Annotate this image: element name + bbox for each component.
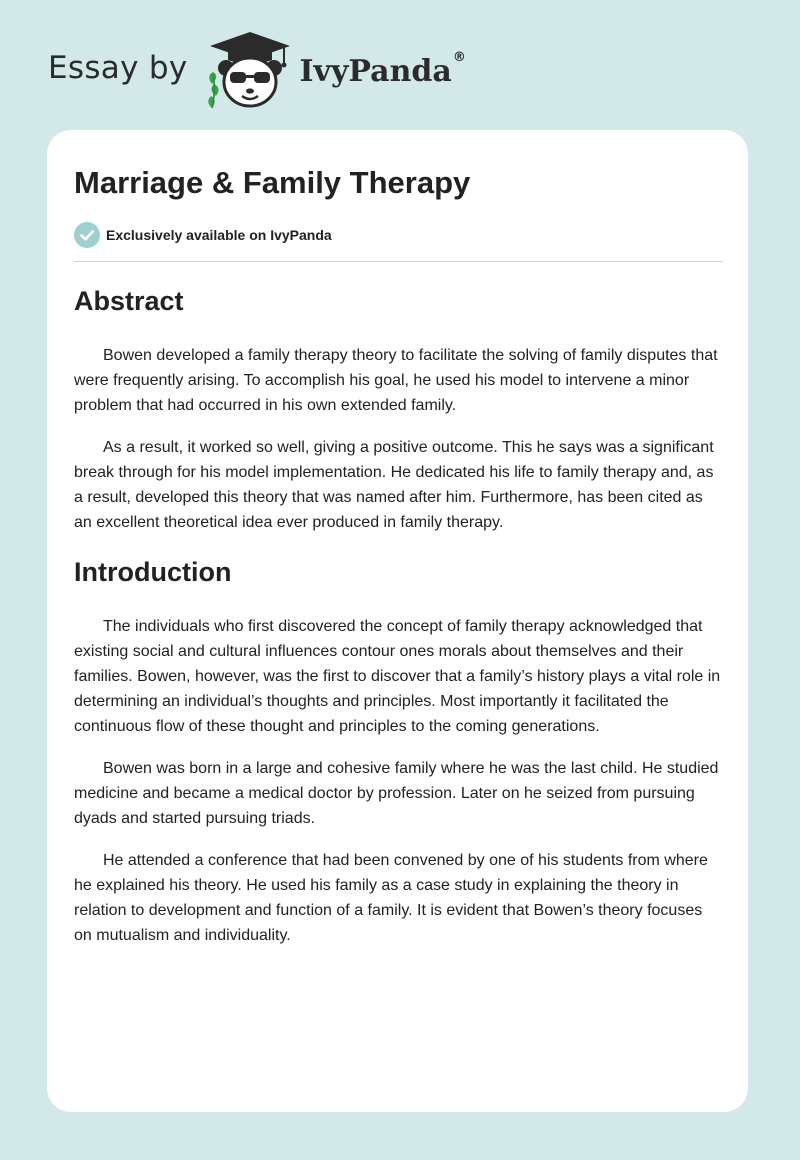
- brand-name: IvyPanda®: [299, 49, 466, 89]
- essay-by-label: Essay by: [48, 50, 188, 86]
- section-heading-abstract: Abstract: [74, 286, 184, 316]
- paragraph: Bowen developed a family therapy theory to facilitate the solving of family disputes that were frequently arising. To accomplish his goal, he used his model to intervene a minor problem that had occurred in his own extended family.: [74, 347, 718, 414]
- exclusive-badge: [74, 222, 332, 248]
- check-circle-icon: [74, 222, 100, 248]
- registered-mark: ®: [452, 49, 466, 65]
- essay-card: [47, 130, 748, 1112]
- site-header: [48, 30, 466, 110]
- paragraph: He attended a conference that had been convened by one of his students from where he explained his theory. He used his family as a case study in explaining the theory in relation to development and function of a family. It is evident that Bowen’s theory focuses on mutualism and individuality.: [74, 852, 708, 944]
- paragraph: As a result, it worked so well, giving a positive outcome. This he says was a significant break through for his model implementation. He dedicated his life to family therapy and, as a result, developed this theory that was named after him. Furthermore, has been cited as an excellent theoretical idea ever produced in family therapy.: [74, 439, 714, 531]
- section-heading-introduction: Introduction: [74, 557, 232, 587]
- essay-body: [74, 281, 723, 965]
- page-title: Marriage & Family Therapy: [74, 165, 471, 200]
- panda-graduate-icon[interactable]: [204, 30, 296, 110]
- paragraph: Bowen was born in a large and cohesive family where he was the last child. He studied medicine and became a medical doctor by profession. Later on he seized from pursuing dyads and started pursuing triads.: [74, 760, 719, 827]
- exclusive-badge-text: Exclusively available on IvyPanda: [106, 227, 332, 243]
- paragraph: The individuals who first discovered the concept of family therapy acknowledged that existing social and cultural influences contour ones morals about themselves and their families. Bowen, however, was the first to discover that a family’s history plays a vital role in determining an individual’s thoughts and principles. Most importantly it facilitated the continuous flow of these thought and principles to the coming generations.: [74, 618, 721, 735]
- title-divider: [74, 261, 723, 262]
